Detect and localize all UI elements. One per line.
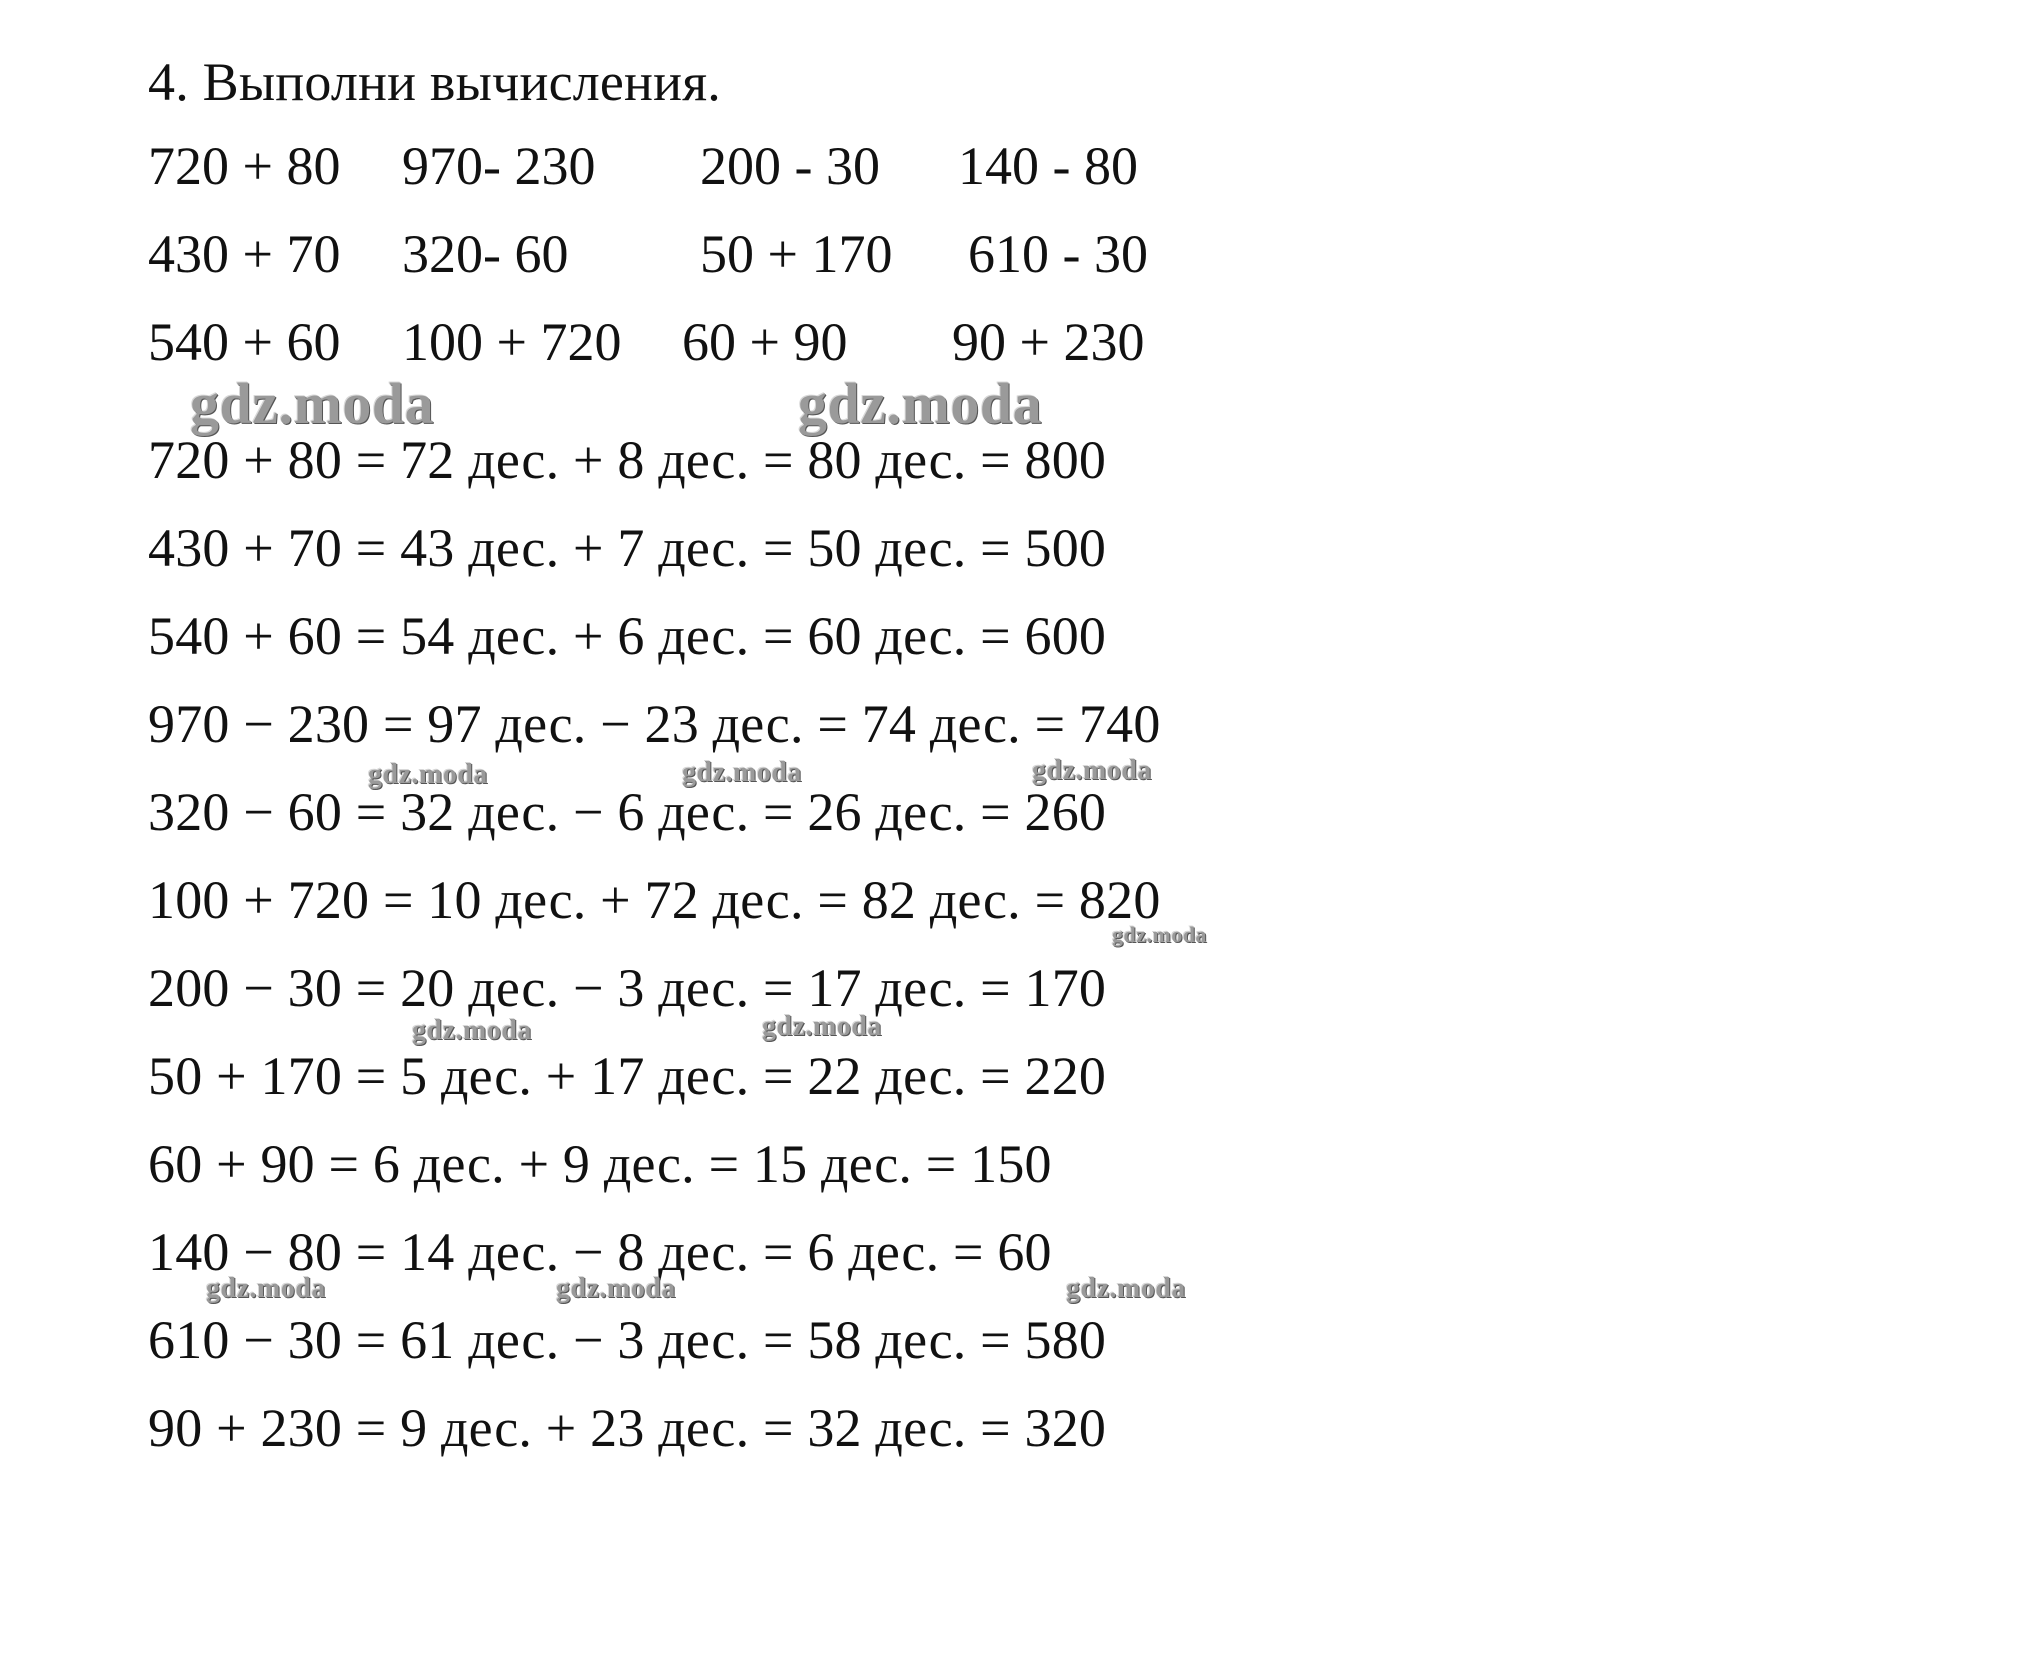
expression-cell: 60 + 90 (682, 312, 848, 372)
expression-cell: 100 + 720 (402, 312, 622, 372)
expression-cell: 140 - 80 (958, 136, 1138, 196)
expression-cell: 430 + 70 (148, 224, 341, 284)
expressions-row-3 (0, 312, 1400, 372)
expression-cell: 200 - 30 (700, 136, 880, 196)
task-title: 4. Выполни вычисления. (148, 52, 721, 112)
watermark: gdz.moda (368, 759, 488, 790)
expression-cell: 720 + 80 (148, 136, 341, 196)
solution-line: 60 + 90 = 6 дес. + 9 дес. = 15 дес. = 150 (148, 1134, 1052, 1194)
expressions-row-2 (0, 224, 1400, 284)
solution-line: 540 + 60 = 54 дес. + 6 дес. = 60 дес. = 600 (148, 606, 1107, 666)
watermark: gdz.moda (556, 1273, 676, 1304)
solution-line: 430 + 70 = 43 дес. + 7 дес. = 50 дес. = 500 (148, 518, 1107, 578)
watermark: gdz.moda (1066, 1273, 1186, 1304)
watermark: gdz.moda (190, 371, 435, 436)
solution-line: 50 + 170 = 5 дес. + 17 дес. = 22 дес. = 220 (148, 1046, 1107, 1106)
solution-line: 720 + 80 = 72 дес. + 8 дес. = 80 дес. = 800 (148, 430, 1107, 490)
solution-line: 200 − 30 = 20 дес. − 3 дес. = 17 дес. = 170 (148, 958, 1107, 1018)
watermark: gdz.moda (412, 1015, 532, 1046)
watermark: gdz.moda (762, 1011, 882, 1042)
solution-line: 970 − 230 = 97 дес. − 23 дес. = 74 дес. = 740 (148, 694, 1161, 754)
watermark: gdz.moda (798, 371, 1043, 436)
expression-cell: 610 - 30 (968, 224, 1148, 284)
solution-line: 90 + 230 = 9 дес. + 23 дес. = 32 дес. = 320 (148, 1398, 1107, 1458)
watermark: gdz.moda (206, 1273, 326, 1304)
solution-line: 100 + 720 = 10 дес. + 72 дес. = 82 дес. = 820 (148, 870, 1161, 930)
expression-cell: 50 + 170 (700, 224, 893, 284)
expression-cell: 90 + 230 (952, 312, 1145, 372)
expressions-row-1 (0, 136, 1400, 196)
watermark: gdz.moda (1112, 922, 1208, 947)
watermark: gdz.moda (682, 757, 802, 788)
expression-cell: 540 + 60 (148, 312, 341, 372)
solution-line: 140 − 80 = 14 дес. − 8 дес. = 6 дес. = 60 (148, 1222, 1052, 1282)
solution-line: 320 − 60 = 32 дес. − 6 дес. = 26 дес. = 260 (148, 782, 1107, 842)
expression-cell: 970- 230 (402, 136, 596, 196)
solution-line: 610 − 30 = 61 дес. − 3 дес. = 58 дес. = 580 (148, 1310, 1107, 1370)
expression-cell: 320- 60 (402, 224, 569, 284)
watermark: gdz.moda (1032, 755, 1152, 786)
